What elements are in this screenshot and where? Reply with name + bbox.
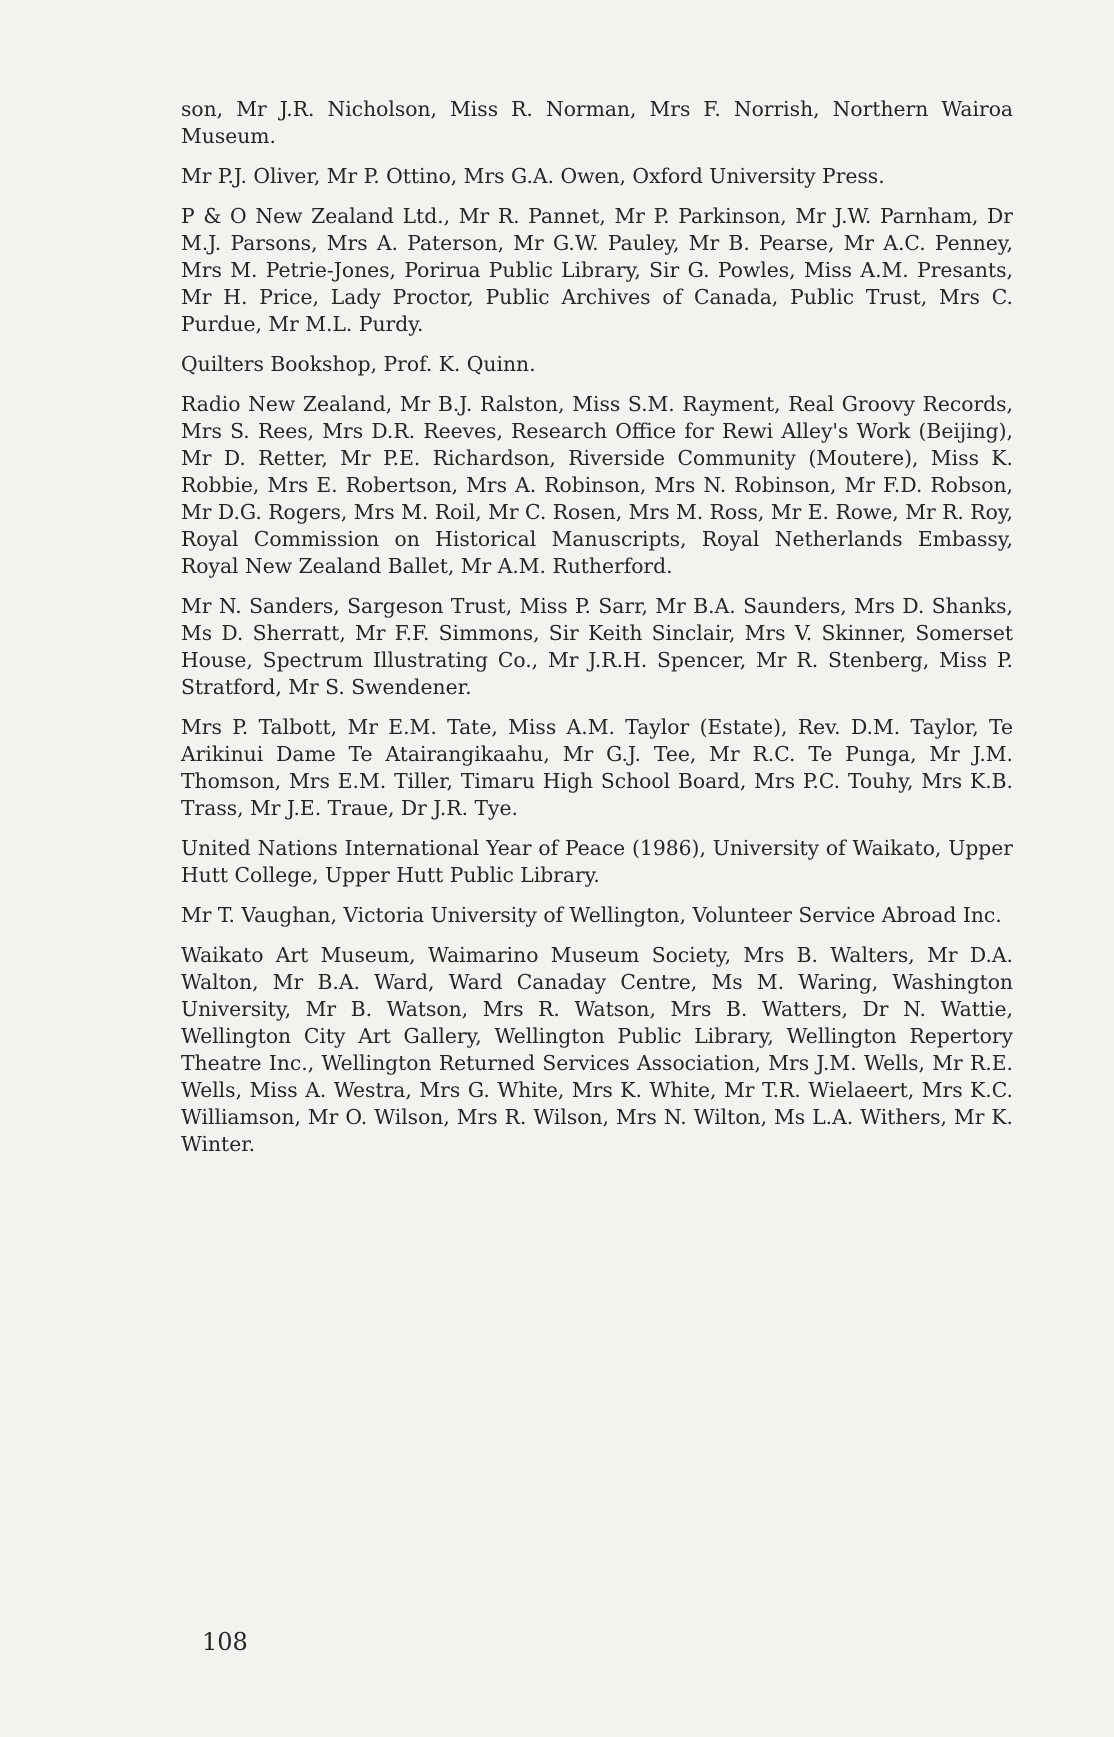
page-number: 108 [202,1628,248,1656]
paragraph-n: son, Mr J.R. Nicholson, Miss R. Norman, Mrs F. Norrish, Northern Wairoa Museum. [181,97,1013,148]
paragraph-v: Mr T. Vaughan, Victoria University of Wellington, Volunteer Service Abroad Inc. [181,903,1002,927]
paragraph-w: Waikato Art Museum, Waimarino Museum Society, Mrs B. Walters, Mr D.A. Walton, Mr B.A. Ward, Ward Canaday Centre, Ms M. Waring, Washington University, Mr B. Watson, Mrs R. Watson, Mrs B. Watters, Dr N. Wattie, Wellington City Art Gallery, Wellington Public Library, Wellington Repertory Theatre Inc., Wellington Returned Services Association, Mrs J.M. Wells, Mr R.E. Wells, Miss A. Westra, Mrs G. White, Mrs K. White, Mr T.R. Wielaeert, Mrs K.C. Williamson, Mr O. Wilson, Mrs R. Wilson, Mrs N. Wilton, Ms L.A. Withers, Mr K. Winter. [181,943,1013,1156]
paragraph-p: P & O New Zealand Ltd., Mr R. Pannet, Mr P. Parkinson, Mr J.W. Parnham, Dr M.J. Parsons, Mrs A. Paterson, Mr G.W. Pauley, Mr B. Pearse, Mr A.C. Penney, Mrs M. Petrie-Jones, Porirua Public Library, Sir G. Powles, Miss A.M. Presants, Mr H. Price, Lady Proctor, Public Archives of Canada, Public Trust, Mrs C. Purdue, Mr M.L. Purdy. [181,204,1013,336]
paragraph-s: Mr N. Sanders, Sargeson Trust, Miss P. Sarr, Mr B.A. Saunders, Mrs D. Shanks, Ms D. Sherratt, Mr F.F. Simmons, Sir Keith Sinclair, Mrs V. Skinner, Somerset House, Spectrum Illustrating Co., Mr J.R.H. Spencer, Mr R. Stenberg, Miss P. Stratford, Mr S. Swendener. [181,594,1013,699]
paragraph-u: United Nations International Year of Peace (1986), University of Waikato, Upper Hutt College, Upper Hutt Public Library. [181,836,1013,887]
acknowledgements-text [181,96,1013,1171]
paragraph-o: Mr P.J. Oliver, Mr P. Ottino, Mrs G.A. Owen, Oxford University Press. [181,164,885,188]
paragraph-q: Quilters Bookshop, Prof. K. Quinn. [181,352,536,376]
paragraph-t: Mrs P. Talbott, Mr E.M. Tate, Miss A.M. Taylor (Estate), Rev. D.M. Taylor, Te Arikinui Dame Te Atairangikaahu, Mr G.J. Tee, Mr R.C. Te Punga, Mr J.M. Thomson, Mrs E.M. Tiller, Timaru High School Board, Mrs P.C. Touhy, Mrs K.B. Trass, Mr J.E. Traue, Dr J.R. Tye. [181,715,1013,820]
paragraph-r: Radio New Zealand, Mr B.J. Ralston, Miss S.M. Rayment, Real Groovy Records, Mrs S. Rees, Mrs D.R. Reeves, Research Office for Rewi Alley's Work (Beijing), Mr D. Retter, Mr P.E. Richardson, Riverside Community (Moutere), Miss K. Robbie, Mrs E. Robertson, Mrs A. Robinson, Mrs N. Robinson, Mr F.D. Robson, Mr D.G. Rogers, Mrs M. Roil, Mr C. Rosen, Mrs M. Ross, Mr E. Rowe, Mr R. Roy, Royal Commission on Historical Manuscripts, Royal Netherlands Embassy, Royal New Zealand Ballet, Mr A.M. Rutherford. [181,392,1013,578]
